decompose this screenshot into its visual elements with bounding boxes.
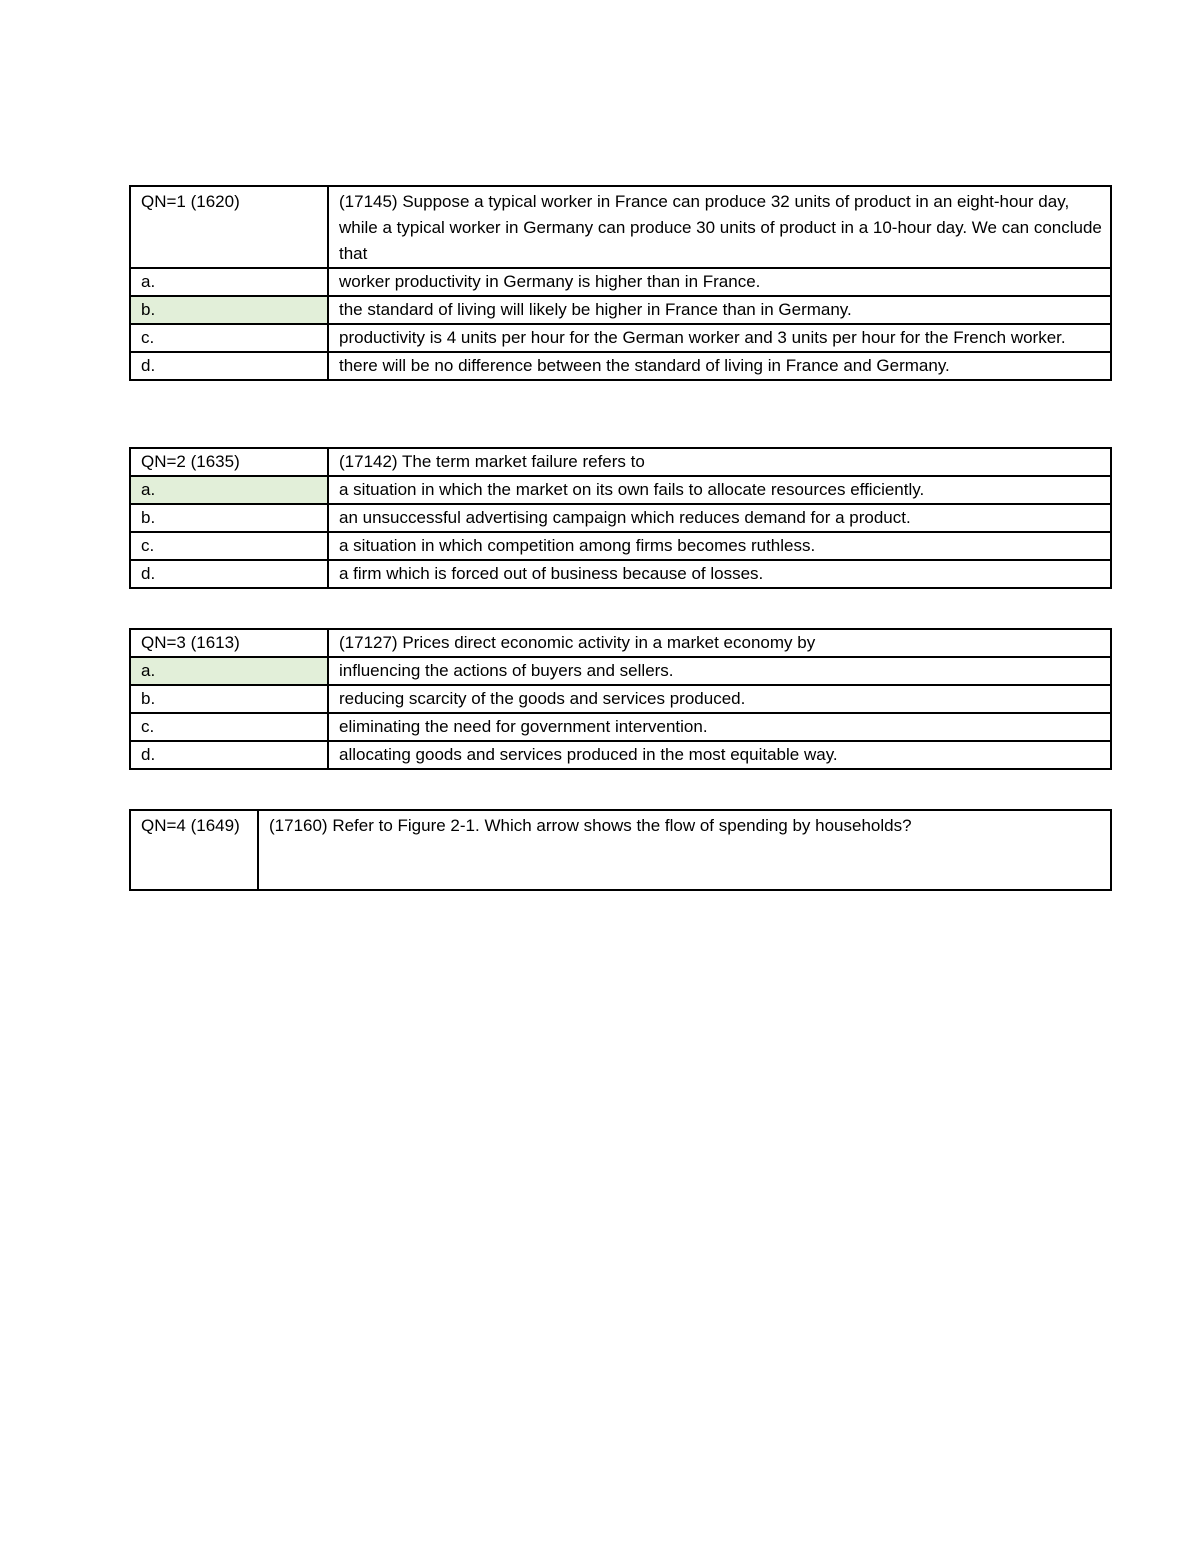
option-row-a xyxy=(130,476,1111,504)
option-text: an unsuccessful advertising campaign which reduces demand for a product. xyxy=(328,504,1111,532)
question-stem-row xyxy=(130,629,1111,657)
option-row-d xyxy=(130,560,1111,588)
question-number: QN=1 (1620) xyxy=(130,186,328,268)
question-number: QN=3 (1613) xyxy=(130,629,328,657)
option-text: influencing the actions of buyers and sellers. xyxy=(328,657,1111,685)
option-letter: c. xyxy=(130,532,328,560)
option-text: a firm which is forced out of business because of losses. xyxy=(328,560,1111,588)
option-letter: d. xyxy=(130,741,328,769)
option-letter-highlighted: a. xyxy=(130,657,328,685)
option-letter: b. xyxy=(130,504,328,532)
option-row-c xyxy=(130,324,1111,352)
question-stem-row xyxy=(130,448,1111,476)
option-text: a situation in which the market on its own fails to allocate resources efficiently. xyxy=(328,476,1111,504)
option-text: the standard of living will likely be higher in France than in Germany. xyxy=(328,296,1111,324)
option-row-b xyxy=(130,296,1111,324)
question-stem: (17145) Suppose a typical worker in France can produce 32 units of product in an eight-hour day, while a typical worker in Germany can produce 30 units of product in a 10-hour day. We can conclude that xyxy=(328,186,1111,268)
option-text: worker productivity in Germany is higher than in France. xyxy=(328,268,1111,296)
question-table-2 xyxy=(129,447,1112,589)
option-letter-highlighted: b. xyxy=(130,296,328,324)
question-table-4 xyxy=(129,809,1112,891)
question-stem-row xyxy=(130,186,1111,268)
option-text: allocating goods and services produced in the most equitable way. xyxy=(328,741,1111,769)
option-row-d xyxy=(130,352,1111,380)
option-row-b xyxy=(130,685,1111,713)
option-text: reducing scarcity of the goods and services produced. xyxy=(328,685,1111,713)
option-letter-highlighted: a. xyxy=(130,476,328,504)
option-row-a xyxy=(130,268,1111,296)
question-stem: (17127) Prices direct economic activity in a market economy by xyxy=(328,629,1111,657)
question-number: QN=4 (1649) xyxy=(130,810,258,890)
option-text: eliminating the need for government intervention. xyxy=(328,713,1111,741)
question-table-1 xyxy=(129,185,1112,381)
option-row-c xyxy=(130,532,1111,560)
option-text: productivity is 4 units per hour for the German worker and 3 units per hour for the French worker. xyxy=(328,324,1111,352)
question-number: QN=2 (1635) xyxy=(130,448,328,476)
option-letter: a. xyxy=(130,268,328,296)
option-letter: d. xyxy=(130,352,328,380)
option-letter: d. xyxy=(130,560,328,588)
option-letter: c. xyxy=(130,324,328,352)
question-stem: (17142) The term market failure refers to xyxy=(328,448,1111,476)
option-text: a situation in which competition among firms becomes ruthless. xyxy=(328,532,1111,560)
option-row-d xyxy=(130,741,1111,769)
option-text: there will be no difference between the standard of living in France and Germany. xyxy=(328,352,1111,380)
option-row-b xyxy=(130,504,1111,532)
option-row-a xyxy=(130,657,1111,685)
option-row-c xyxy=(130,713,1111,741)
option-letter: b. xyxy=(130,685,328,713)
question-stem: (17160) Refer to Figure 2-1. Which arrow shows the flow of spending by households? xyxy=(258,810,1111,890)
option-letter: c. xyxy=(130,713,328,741)
question-table-3 xyxy=(129,628,1112,770)
question-stem-row xyxy=(130,810,1111,890)
